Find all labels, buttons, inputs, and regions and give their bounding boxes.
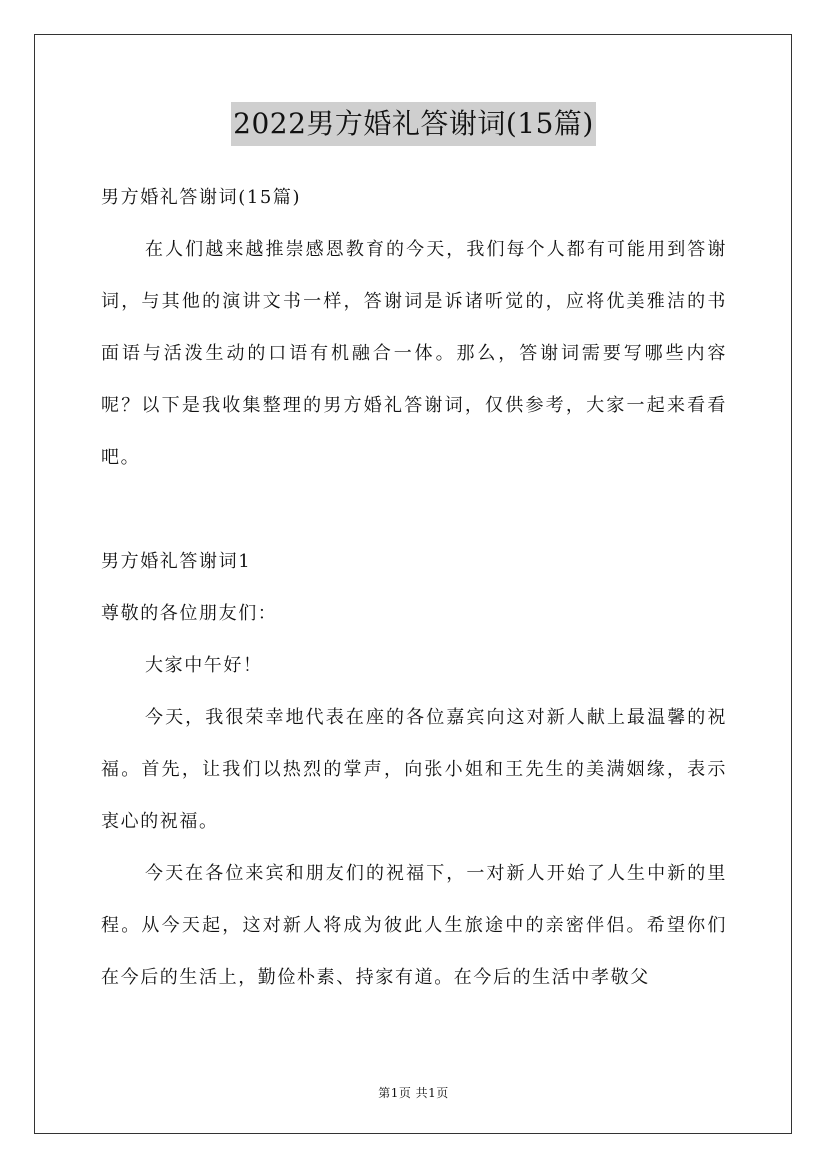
greeting-line: 大家中午好！ <box>145 655 263 676</box>
body-paragraph-2: 今天在各位来宾和朋友们的祝福下，一对新人开始了人生中新的里程。从今天起，这对新人将成为彼此人生旅途中的亲密伴侣。希望你们在今后的生活上，勤俭朴素、持家有道。在今后的生活中孝敬父 <box>101 863 727 988</box>
page-number-label: 第1页 共1页 <box>378 1086 449 1100</box>
page-footer <box>0 1084 827 1101</box>
intro-paragraph: 在人们越来越推崇感恩教育的今天，我们每个人都有可能用到答谢词，与其他的演讲文书一样，答谢词是诉诸听觉的，应将优美雅洁的书面语与活泼生动的口语有机融合一体。那么，答谢词需要写哪些内容呢？以下是我收集整理的男方婚礼答谢词，仅供参考，大家一起来看看吧。 <box>101 239 727 468</box>
document-body <box>101 172 727 1004</box>
body-paragraph-1: 今天，我很荣幸地代表在座的各位嘉宾向这对新人献上最温馨的祝福。首先，让我们以热烈的掌声，向张小姐和王先生的美满姻缘，表示衷心的祝福。 <box>101 707 727 832</box>
subtitle-line: 男方婚礼答谢词(15篇) <box>101 187 302 208</box>
salutation-line: 尊敬的各位朋友们： <box>101 603 278 624</box>
document-title: 2022男方婚礼答谢词(15篇) <box>231 102 596 146</box>
title-container <box>0 102 827 146</box>
paragraph-gap <box>101 484 727 536</box>
section-heading: 男方婚礼答谢词1 <box>101 551 252 572</box>
